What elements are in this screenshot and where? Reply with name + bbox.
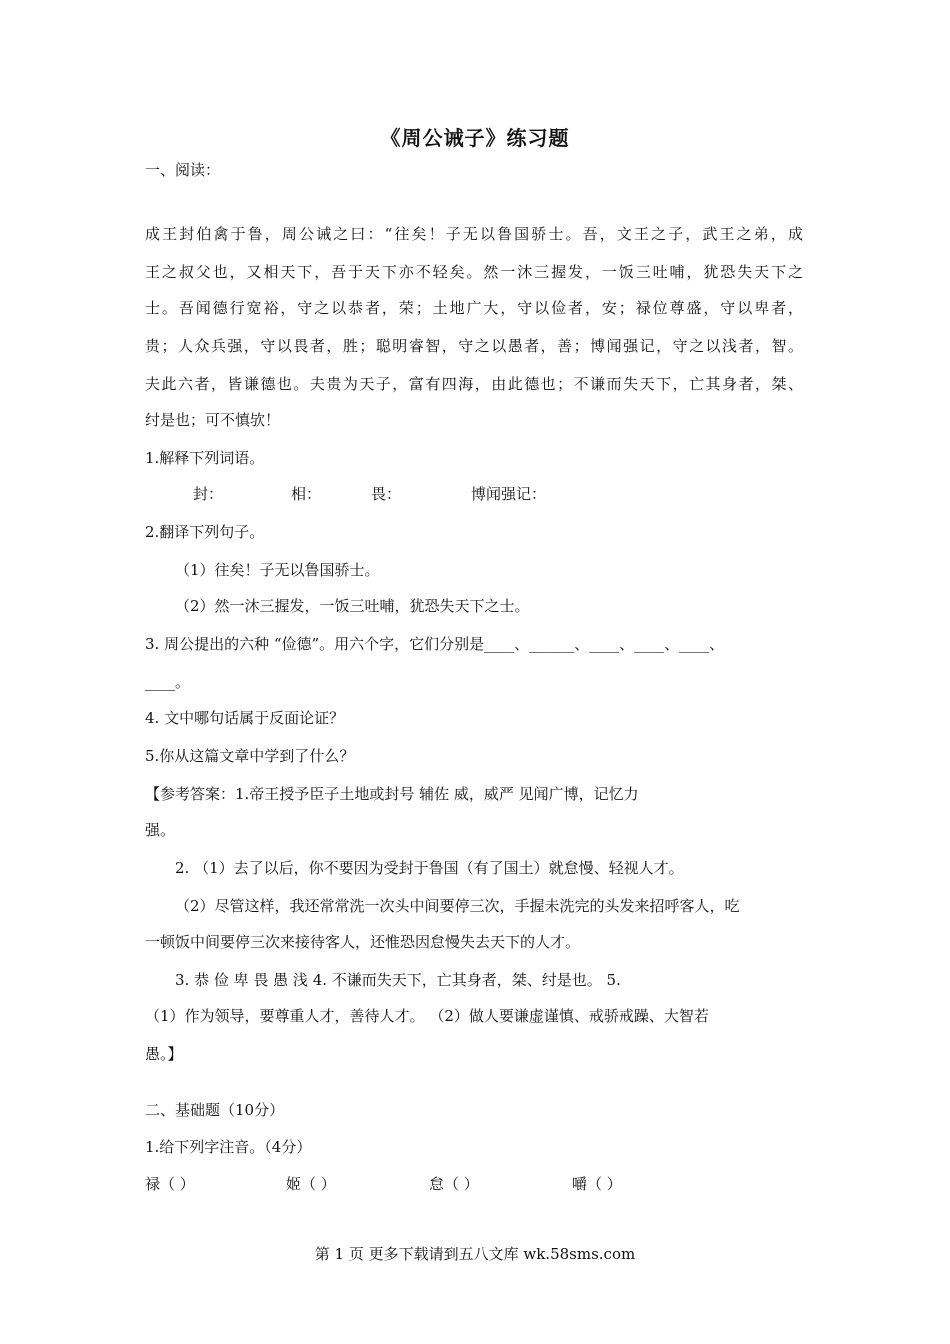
term-xiang: 相： — [291, 485, 322, 503]
answer-line-8: 愚。】 — [145, 1045, 183, 1063]
answer-line-2: 强。 — [145, 821, 176, 839]
term-bowenqiangji: 博闻强记： — [471, 485, 547, 503]
term-wei: 畏： — [371, 485, 402, 503]
section2-question-1: 1.给下列字注音。（4分） — [145, 1138, 312, 1156]
term-feng: 封： — [193, 485, 224, 503]
passage-line-5: 夫此六者，皆谦德也。夫贵为天子，富有四海，由此德也；不谦而失天下，亡其身者，桀、 — [145, 375, 803, 393]
passage-line-4: 贵；人众兵强，守以畏者，胜；聪明睿智，守之以愚者，善；博闻强记，守之以浅者，智。 — [145, 337, 803, 355]
passage-line-3: 士。吾闻德行宽裕，守之以恭者，荣；土地广大，守以俭者，安；禄位尊盛，守以卑者， — [145, 299, 803, 317]
passage-line-6: 纣是也；可不慎欤！ — [145, 411, 281, 429]
answer-line-5: 一顿饭中间要停三次来接待客人，还惟恐因怠慢失去天下的人才。 — [145, 933, 581, 951]
char-jiao: 嚼（ ） — [572, 1175, 622, 1193]
char-ji: 姬（ ） — [286, 1175, 336, 1193]
answer-line-1: 【参考答案：1.帝王授予臣子土地或封号 辅佐 威，威严 见闻广博，记忆力 — [145, 785, 639, 803]
question-4: 4. 文中哪句话属于反面论证？ — [145, 709, 345, 727]
char-lu: 禄（ ） — [145, 1175, 195, 1193]
question-2-1: （1）往矣！子无以鲁国骄士。 — [175, 561, 380, 579]
question-3-line-1: 3. 周公提出的六种 “俭德”。用六个字，它们分别是____、______、____、____、____、 — [145, 635, 725, 653]
answer-line-4: （2）尽管这样，我还常常洗一次头中间要停三次，手握未洗完的头发来招呼客人，吃 — [175, 897, 740, 915]
passage-line-2: 王之叔父也，又相天下，吾于天下亦不轻矣。然一沐三握发，一饭三吐哺，犹恐失天下之 — [145, 263, 803, 281]
section1-heading: 一、阅读： — [145, 161, 221, 179]
passage-line-1: 成王封伯禽于鲁，周公诫之曰：“往矣！子无以鲁国骄士。吾，文王之子，武王之弟，成 — [145, 225, 803, 243]
question-5: 5.你从这篇文章中学到了什么？ — [145, 747, 355, 765]
answer-line-3: 2. （1）去了以后，你不要因为受封于鲁国（有了国土）就怠慢、轻视人才。 — [175, 859, 684, 877]
char-dai: 怠（ ） — [429, 1175, 479, 1193]
page-footer: 第 1 页 更多下载请到五八文库 wk.58sms.com — [314, 1245, 636, 1263]
section2-heading: 二、基础题（10分） — [145, 1101, 285, 1119]
answer-line-6: 3. 恭 俭 卑 畏 愚 浅 4. 不谦而失天下，亡其身者，桀、纣是也。 5. — [175, 971, 621, 989]
page-title: 《周公诫子》练习题 — [380, 126, 570, 150]
question-1: 1.解释下列词语。 — [145, 449, 265, 467]
question-3-line-2: ____。 — [145, 673, 191, 691]
answer-line-7: （1）作为领导，要尊重人才，善待人才。 （2）做人要谦虚谨慎、戒骄戒躁、大智若 — [145, 1007, 709, 1025]
question-2: 2.翻译下列句子。 — [145, 523, 265, 541]
question-2-2: （2）然一沐三握发，一饭三吐哺，犹恐失天下之士。 — [175, 597, 530, 615]
